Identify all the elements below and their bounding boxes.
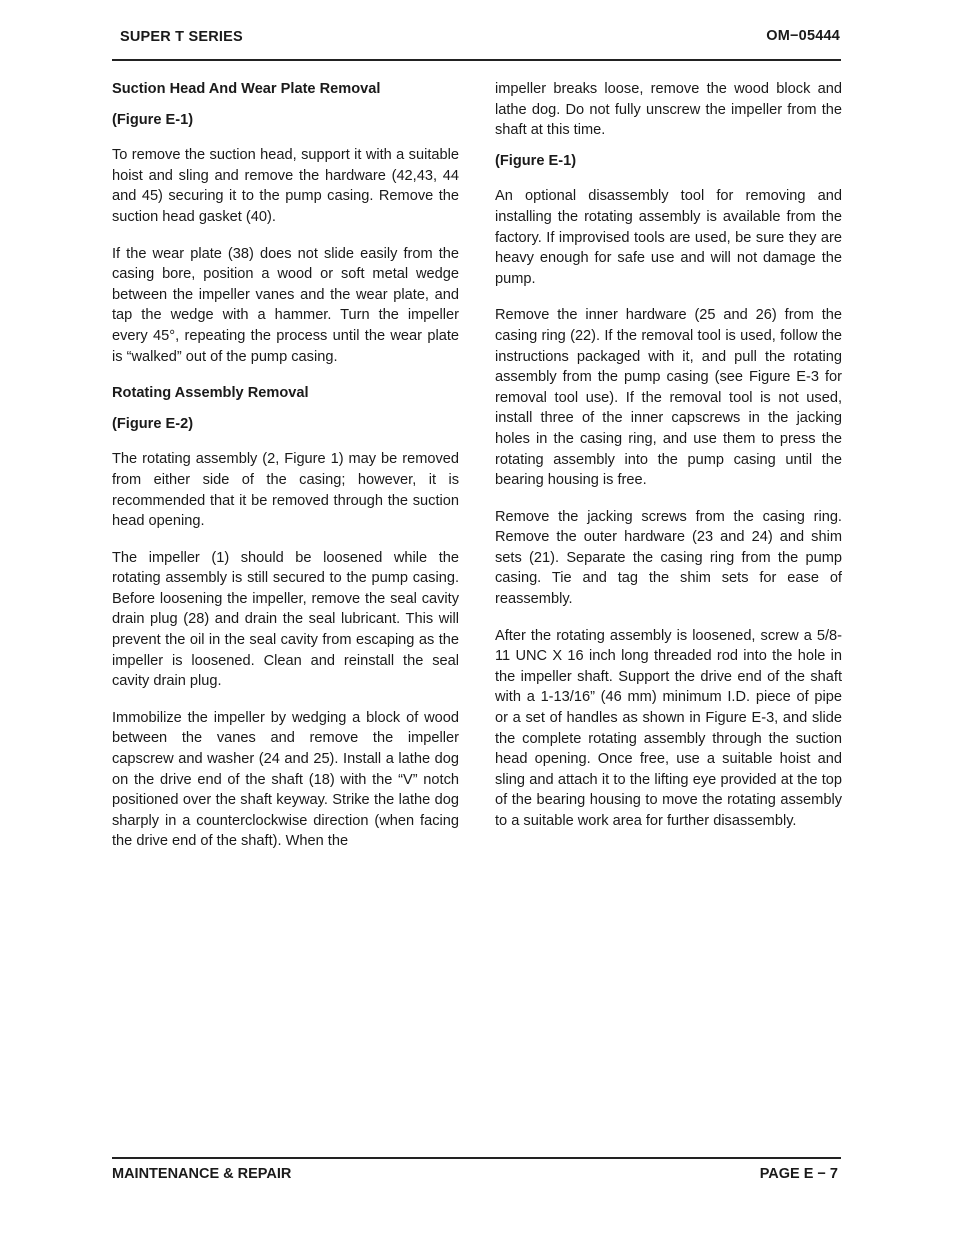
page-footer [112, 1166, 840, 1186]
figure-reference: (Figure E-2) [112, 415, 194, 432]
page-number: PAGE E − 7 [759, 1166, 838, 1182]
paragraph: The rotating assembly (2, Figure 1) may be removed from either side of the casing; however, it is recommended that it be removed through the suction head opening. [112, 451, 459, 530]
paragraph: If the wear plate (38) does not slide easily from the casing bore, position a wood or soft metal wedge between the impeller vanes and the wear plate, and tap the wedge with a hammer. Turn the impeller every 45°, repeating the process until the wear plate is “walked” out of the pump casing. [112, 245, 459, 365]
right-column [495, 79, 842, 832]
series-title: SUPER T SERIES [120, 29, 243, 45]
paragraph: Remove the inner hardware (25 and 26) from the casing ring (22). If the removal tool is used, follow the instructions packaged with it, and pull the rotating assembly from the pump casing (see Figure E-3 for removal tool use). If the removal tool is not used, install three of the inner capscrews in the jacking holes in the casing ring, and use them to press the rotating assembly into the pump casing until the bearing housing is free. [495, 307, 842, 489]
paragraph: The impeller (1) should be loosened while the rotating assembly is still secured to the pump casing. Before loosening the impeller, remove the seal cavity drain plug (28) and drain the seal lubricant. This will prevent the oil in the seal cavity from escaping as the impeller is loosened. Clean and reinstall the seal cavity drain plug. [112, 549, 459, 690]
doc-number: OM−05444 [766, 28, 840, 44]
paragraph: impeller breaks loose, remove the wood block and lathe dog. Do not fully unscrew the impeller from the shaft at this time. [495, 81, 842, 139]
header-rule [112, 59, 841, 61]
page-header [112, 28, 840, 58]
paragraph: An optional disassembly tool for removing and installing the rotating assembly is available from the factory. If improvised tools are used, be sure they are heavy enough for safe use and will not damage the pump. [495, 188, 842, 287]
paragraph: To remove the suction head, support it with a suitable hoist and sling and remove the hardware (42,43, 44 and 45) securing it to the pump casing. Remove the suction head gasket (40). [112, 147, 459, 225]
section-heading-rotating-assembly: Rotating Assembly Removal [112, 385, 309, 402]
paragraph: After the rotating assembly is loosened, screw a 5/8-11 UNC X 16 inch long threaded rod into the hole in the impeller shaft. Support the drive end of the shaft with a 1-13/16” (46 mm) minimum I.D. piece of pipe or a set of handles as shown in Figure E-3, and slide the complete rotating assembly through the suction head opening. Once free, use a suitable hoist and sling and attach it to the lifting eye provided at the top of the bearing housing to move the rotating assembly to a suitable work area for further disassembly. [495, 627, 842, 829]
section-name: MAINTENANCE & REPAIR [112, 1166, 292, 1182]
figure-reference: (Figure E-1) [112, 111, 194, 128]
section-heading-suction-head: Suction Head And Wear Plate Removal [112, 81, 381, 97]
paragraph: Remove the jacking screws from the casing ring. Remove the outer hardware (23 and 24) and shim sets (21). Separate the casing ring from the pump casing. Tie and tag the shim sets for ease of reassembly. [495, 508, 842, 608]
paragraph: Immobilize the impeller by wedging a block of wood between the vanes and remove the impeller capscrew and washer (24 and 25). Install a lathe dog on the drive end of the shaft (18) with the “V” notch positioned over the shaft keyway. Strike the lathe dog sharply in a counterclockwise direction (when facing the drive end of the shaft). When the [112, 709, 459, 850]
left-column [112, 79, 459, 852]
figure-reference: (Figure E-1) [495, 152, 577, 169]
footer-rule [112, 1157, 841, 1159]
